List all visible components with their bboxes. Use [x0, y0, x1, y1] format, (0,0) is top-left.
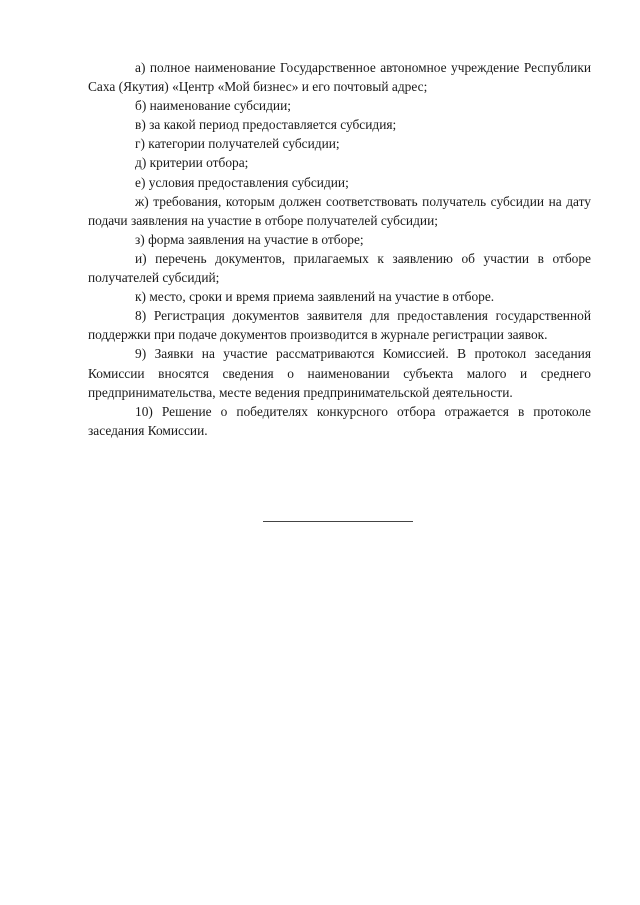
paragraph-10: 10) Решение о победителях конкурсного отбора отражается в протоколе заседания Комиссии.: [88, 403, 591, 438]
paragraph-item-e: е) условия предоставления субсидии;: [135, 174, 349, 190]
paragraph-item-z: з) форма заявления на участие в отборе;: [135, 231, 364, 247]
paragraph-item-k: к) место, сроки и время приема заявлений на участие в отборе.: [135, 289, 495, 305]
paragraph-item-g: г) категории получателей субсидии;: [135, 136, 340, 152]
paragraph-item-v: в) за какой период предоставляется субсидия;: [135, 117, 397, 133]
paragraph-9: 9) Заявки на участие рассматриваются Комиссией. В протокол заседания Комиссии вносятся сведения о наименовании субъекта малого и среднего предпринимательства, месте ведения предпринимательской деятельности.: [88, 346, 591, 400]
paragraph-item-zh: ж) требования, которым должен соответствовать получатель субсидии на дату подачи заявления на участие в отборе получателей субсидии;: [88, 193, 591, 228]
end-separator-line: [263, 521, 413, 522]
paragraph-8: 8) Регистрация документов заявителя для предоставления государственной поддержки при подаче документов производится в журнале регистрации заявок.: [88, 308, 591, 343]
document-body: [88, 58, 591, 440]
paragraph-item-i: и) перечень документов, прилагаемых к заявлению об участии в отборе получателей субсидий;: [88, 250, 591, 286]
paragraph-item-a: а) полное наименование Государственное автономное учреждение Республики Саха (Якутия) «Центр «Мой бизнес» и его почтовый адрес;: [88, 60, 591, 95]
paragraph-item-d: д) критерии отбора;: [135, 155, 249, 171]
paragraph-item-b: б) наименование субсидии;: [135, 98, 291, 114]
